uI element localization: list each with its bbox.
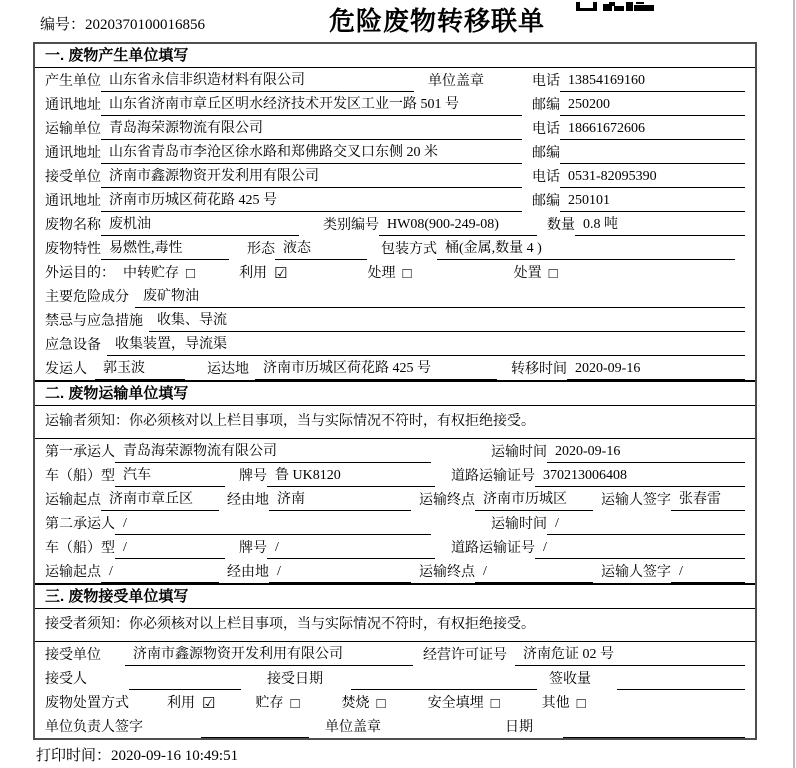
transporter-addr-label: 通讯地址 — [45, 146, 101, 161]
receiver-zip-label: 邮编 — [532, 194, 560, 209]
license-value: 济南危证 02 号 — [515, 643, 745, 666]
sign-qty-label: 签收量 — [549, 672, 591, 687]
property-value: 易燃性,毒性 — [101, 237, 229, 260]
section-receiver — [35, 583, 755, 738]
hazardous-waste-transfer-form — [33, 42, 757, 740]
origin-label-2: 运输起点 — [45, 565, 101, 580]
carrier-sign-label: 运输人签字 — [601, 493, 671, 508]
transporter-label: 运输单位 — [45, 122, 101, 137]
vehicle-type-label-2: 车（船）型 — [45, 541, 115, 556]
waste-name-label: 废物名称 — [45, 218, 101, 233]
transporter-notice: 运输者须知：你必须核对以上栏目事项，当与实际情况不符时，有权拒绝接受。 — [35, 406, 755, 439]
transporter-row — [35, 116, 755, 140]
packing-value: 桶(金属,数量 4 ) — [437, 237, 735, 260]
origin-label: 运输起点 — [45, 493, 101, 508]
section-producer — [35, 44, 755, 380]
plate-value: 鲁 UK8120 — [267, 464, 435, 487]
carrier-sign-value-2: / — [671, 564, 745, 583]
via-value-2: / — [269, 564, 411, 583]
accept-date-label: 接受日期 — [267, 672, 323, 687]
carrier1-time-value: 2020-09-16 — [547, 444, 745, 463]
vehicle-type-value: 汽车 — [115, 464, 225, 487]
destination-value: 济南市历城区荷花路 425 号 — [255, 357, 497, 380]
shipper-value: 郭玉波 — [95, 357, 185, 380]
transporter-address-row — [35, 140, 755, 164]
via-value: 济南 — [269, 488, 411, 511]
vehicle-type-value-2: / — [115, 540, 225, 559]
category-value: HW08(900-249-08) — [379, 217, 537, 236]
page-edge-line — [793, 0, 795, 768]
waste-name-value: 废机油 — [101, 213, 299, 236]
purpose-dispose-label: 处置 — [513, 266, 542, 281]
accept-date-value — [351, 673, 537, 690]
carrier-sign-value: 张春雷 — [671, 488, 745, 511]
producer-row — [35, 68, 755, 92]
transporter-addr-value: 山东省青岛市李沧区徐水路和郑佛路交叉口东侧 20 米 — [101, 141, 522, 164]
origin-value: 济南市章丘区 — [101, 488, 219, 511]
checkbox-unchecked-icon: □ — [576, 696, 586, 712]
serial-label: 编号： — [40, 17, 86, 33]
form-value: 液态 — [275, 237, 367, 260]
first-carrier-value: 青岛海荣源物流有限公司 — [115, 440, 431, 463]
category-label: 类别编号 — [323, 218, 379, 233]
print-time-value: 2020-09-16 10:49:51 — [111, 748, 239, 764]
print-time-line — [36, 744, 238, 765]
checkbox-unchecked-icon: □ — [490, 696, 500, 712]
shipper-row — [35, 356, 755, 380]
producer-addr-value: 山东省济南市章丘区明水经济技术开发区工业一路 501 号 — [101, 93, 522, 116]
checkbox-checked-icon: ☑ — [202, 696, 216, 712]
purpose-label: 外运目的： — [45, 266, 115, 281]
quantity-label: 数量 — [547, 218, 575, 233]
checkbox-unchecked-icon: □ — [186, 266, 196, 282]
second-carrier-label: 第二承运人 — [45, 517, 115, 532]
head-sign-value — [201, 721, 309, 738]
receiver-address-row — [35, 188, 755, 212]
second-carrier-row — [35, 511, 755, 535]
receiver-addr-value: 济南市历城区荷花路 425 号 — [101, 189, 522, 212]
checkbox-unchecked-icon: □ — [548, 266, 558, 282]
end-label: 运输终点 — [419, 493, 475, 508]
road-permit-value-2: / — [535, 540, 745, 559]
acceptor-label: 接受人 — [45, 672, 87, 687]
equipment-label: 应急设备 — [45, 338, 101, 353]
taboo-value: 收集、导流 — [149, 309, 745, 332]
section-3-header: 三. 废物接受单位填写 — [35, 585, 755, 609]
print-time-label: 打印时间： — [36, 748, 112, 764]
producer-tel-value: 13854169160 — [560, 73, 745, 92]
producer-addr-label: 通讯地址 — [45, 98, 101, 113]
first-vehicle-row — [35, 463, 755, 487]
receiver-notice: 接受者须知：你必须核对以上栏目事项，当与实际情况不符时，有权拒绝接受。 — [35, 609, 755, 642]
checkbox-checked-icon: ☑ — [274, 266, 288, 282]
transfer-time-label: 转移时间 — [511, 362, 567, 377]
first-route-row — [35, 487, 755, 511]
disposal-other-label: 其他 — [541, 696, 570, 711]
road-permit-label: 道路运输证号 — [451, 469, 535, 484]
end-value: 济南市历城区 — [475, 488, 593, 511]
sign-qty-value — [617, 673, 745, 690]
destination-label: 运达地 — [207, 362, 249, 377]
quantity-value: 0.8 吨 — [575, 213, 745, 236]
via-label: 经由地 — [227, 493, 269, 508]
road-permit-label-2: 道路运输证号 — [451, 541, 535, 556]
waste-property-row — [35, 236, 755, 260]
carrier1-time-label: 运输时间 — [491, 445, 547, 460]
disposal-store-label: 贮存 — [255, 696, 284, 711]
section-2-header: 二. 废物运输单位填写 — [35, 382, 755, 406]
vehicle-type-label: 车（船）型 — [45, 469, 115, 484]
producer-address-row — [35, 92, 755, 116]
transporter-value: 青岛海荣源物流有限公司 — [101, 117, 522, 140]
transporter-zip-value — [560, 147, 745, 164]
section-1-header: 一. 废物产生单位填写 — [35, 44, 755, 68]
hazard-value: 废矿物油 — [135, 285, 745, 308]
transporter-zip-label: 邮编 — [532, 146, 560, 161]
accept-unit-label: 接受单位 — [45, 648, 101, 663]
date-value — [563, 721, 745, 738]
disposal-label: 废物处置方式 — [45, 696, 129, 711]
producer-value: 山东省永信非织造材料有限公司 — [101, 69, 414, 92]
equipment-value: 收集装置，导流渠 — [107, 333, 745, 356]
origin-value-2: / — [101, 564, 219, 583]
checkbox-unchecked-icon: □ — [402, 266, 412, 282]
receiver-row — [35, 164, 755, 188]
first-carrier-row — [35, 439, 755, 463]
acceptor-value — [129, 673, 241, 690]
producer-zip-label: 邮编 — [532, 98, 560, 113]
purpose-utilize-label: 利用 — [239, 266, 268, 281]
second-carrier-value: / — [115, 516, 431, 535]
property-label: 废物特性 — [45, 242, 101, 257]
first-carrier-label: 第一承运人 — [45, 445, 115, 460]
receiver-value: 济南市鑫源物资开发利用有限公司 — [101, 165, 522, 188]
emergency-equipment-row — [35, 332, 755, 356]
hazard-label: 主要危险成分 — [45, 290, 129, 305]
purpose-treat-label: 处理 — [367, 266, 396, 281]
checkbox-unchecked-icon: □ — [290, 696, 300, 712]
qr-code-icon — [576, 0, 656, 16]
checkbox-unchecked-icon: □ — [376, 696, 386, 712]
section-transporter — [35, 380, 755, 583]
date-label: 日期 — [505, 720, 533, 735]
disposal-landfill-label: 安全填埋 — [427, 696, 484, 711]
shipper-label: 发运人 — [45, 362, 87, 377]
page-title: 危险废物转移联单 — [328, 6, 545, 36]
serial-number: 2020370100016856 — [85, 17, 206, 33]
via-label-2: 经由地 — [227, 565, 269, 580]
transporter-tel-label: 电话 — [532, 122, 560, 137]
receiver-label: 接受单位 — [45, 170, 101, 185]
plate-label: 牌号 — [239, 469, 267, 484]
carrier2-time-value: / — [547, 516, 745, 535]
head-signature-row — [35, 714, 755, 738]
end-value-2: / — [475, 564, 593, 583]
second-route-row — [35, 559, 755, 583]
transport-purpose-row — [35, 260, 755, 284]
accept-unit-value: 济南市鑫源物资开发利用有限公司 — [125, 643, 413, 666]
plate-label-2: 牌号 — [239, 541, 267, 556]
purpose-transfer-storage-label: 中转贮存 — [123, 266, 179, 281]
receiver-addr-label: 通讯地址 — [45, 194, 101, 209]
receiver-tel-label: 电话 — [532, 170, 560, 185]
head-sign-label: 单位负责人签字 — [45, 720, 143, 735]
producer-label: 产生单位 — [45, 74, 101, 89]
disposal-incinerate-label: 焚烧 — [341, 696, 370, 711]
form-label: 形态 — [247, 242, 275, 257]
hazard-component-row — [35, 284, 755, 308]
packing-label: 包装方式 — [381, 242, 437, 257]
waste-name-row — [35, 212, 755, 236]
receiver-zip-value: 250101 — [560, 193, 745, 212]
producer-tel-label: 电话 — [532, 74, 560, 89]
carrier-sign-label-2: 运输人签字 — [601, 565, 671, 580]
seal-label: 单位盖章 — [428, 74, 484, 89]
transfer-time-value: 2020-09-16 — [567, 361, 745, 380]
acceptor-row — [35, 666, 755, 690]
end-label-2: 运输终点 — [419, 565, 475, 580]
transporter-tel-value: 18661672606 — [560, 121, 745, 140]
producer-zip-value: 250200 — [560, 97, 745, 116]
disposal-method-row — [35, 690, 755, 714]
disposal-utilize-label: 利用 — [167, 696, 195, 711]
accept-unit-row — [35, 642, 755, 666]
plate-value-2: / — [267, 540, 435, 559]
unit-seal-label: 单位盖章 — [325, 720, 381, 735]
taboo-measures-row — [35, 308, 755, 332]
taboo-label: 禁忌与应急措施 — [45, 314, 143, 329]
second-vehicle-row — [35, 535, 755, 559]
road-permit-value: 370213006408 — [535, 468, 745, 487]
carrier2-time-label: 运输时间 — [491, 517, 547, 532]
receiver-tel-value: 0531-82095390 — [560, 169, 745, 188]
license-label: 经营许可证号 — [423, 648, 507, 663]
